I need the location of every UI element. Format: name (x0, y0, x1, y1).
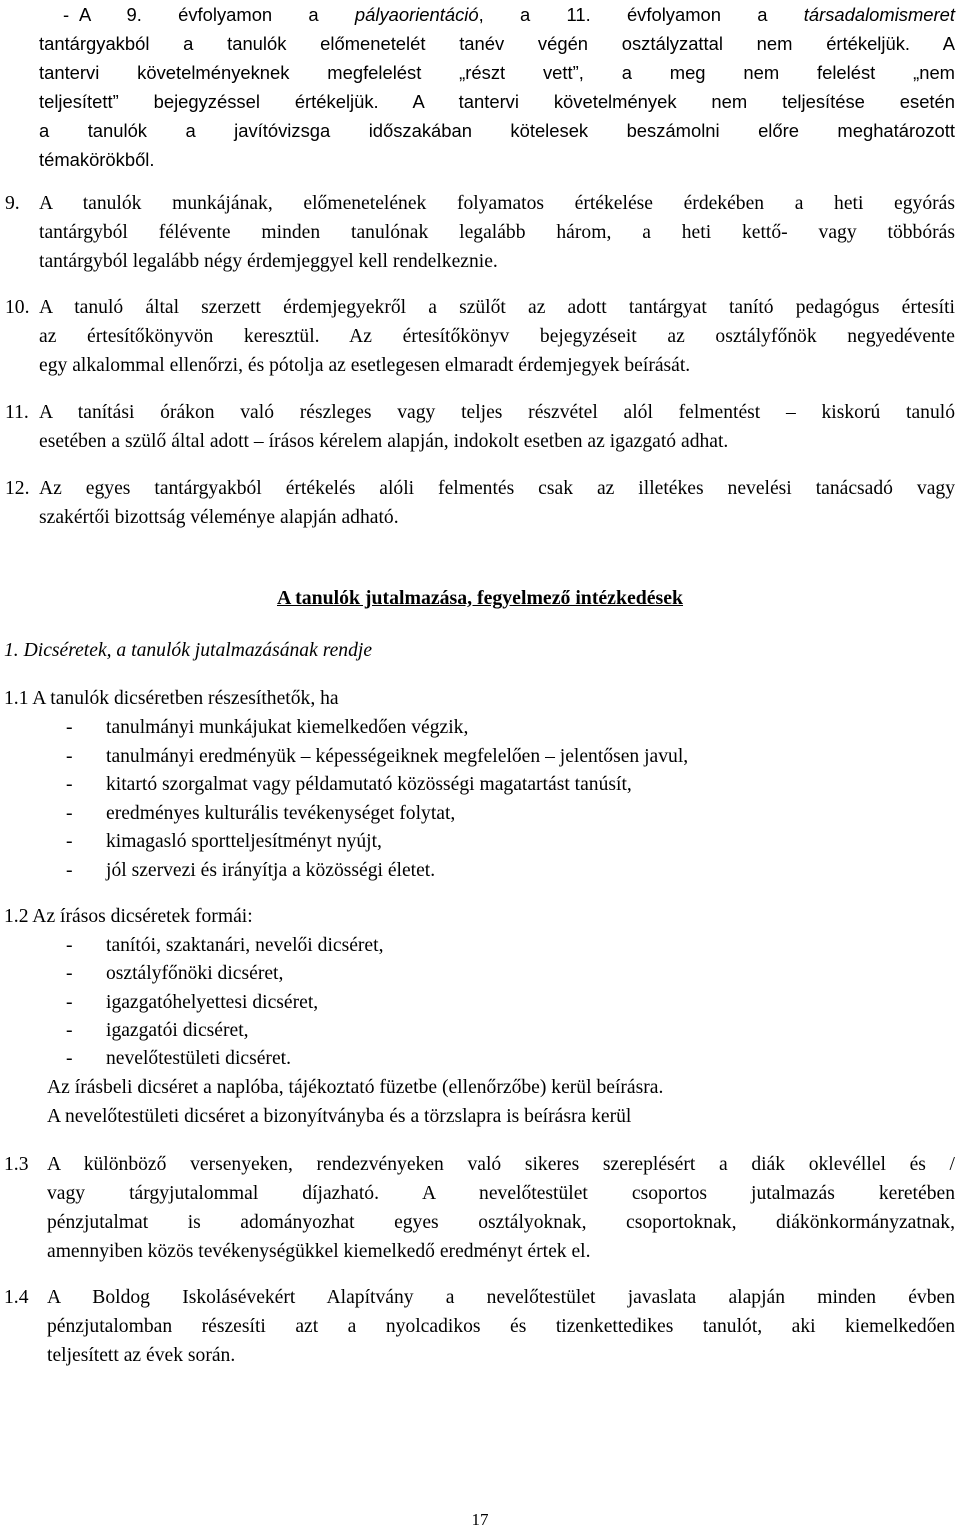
item-9-line-3: tantárgyból legalább négy érdemjeggyel kell rendelkeznie. (39, 251, 498, 272)
item-12 (5, 474, 955, 532)
top-item-line-3: tantervi követelményeknek megfelelést „részt vett”, a meg nem felelést „nem (39, 62, 955, 83)
item-10-line-1: A tanuló által szerzett érdemjegyekről a szülőt az adott tantárgyat tanító pedagógus értesíti (39, 297, 955, 318)
item-10-line-3: egy alkalommal ellenőrzi, és pótolja az esetlegesen elmaradt érdemjegyek beírását. (39, 355, 691, 376)
section-1-4-line-3: teljesített az évek során. (47, 1345, 236, 1366)
item-12-line-1: Az egyes tantárgyakból értékelés alóli felmentés csak az illetékes nevelési tanácsadó vagy (39, 478, 955, 499)
section-1-3-line-1: A különböző versenyeken, rendezvényeken való sikeres szereplésért a diák oklevéllel és / (47, 1154, 955, 1175)
praise-condition-item: - tanulmányi eredményük – képességeiknek megfelelően – jelentősen javul, (66, 746, 689, 767)
section-1-3-line-2: vagy tárgyjutalommal díjazható. A nevelőtestület csoportos jutalmazás keretében (47, 1183, 955, 1204)
section-1-3-line-4: amennyiben közös tevékenységükkel kiemelkedő eredményt értek el. (47, 1241, 591, 1262)
item-9-line-1: A tanulók munkájának, előmenetelének folyamatos értékelése érdekében a heti egyórás (39, 193, 955, 214)
section-1-1-label: 1.1 A tanulók dicséretben részesíthetők, ha (4, 688, 339, 709)
section-1-2-note-1: Az írásbeli dicséret a naplóba, tájékoztató füzetbe (ellenőrzőbe) kerül beírásra. (47, 1077, 664, 1098)
praise-condition-item: - jól szervezi és irányítja a közösségi életet. (66, 860, 436, 881)
item-10-line-2: az értesítőkönyvön keresztül. Az értesítőkönyv bejegyzéseit az osztályfőnök negyedévente (39, 326, 955, 347)
section-1-4 (4, 1283, 955, 1370)
page-number: 17 (471, 1510, 489, 1529)
praise-condition-item: - kimagasló sportteljesítményt nyújt, (66, 831, 382, 852)
item-9 (5, 189, 955, 276)
top-item-line-4: teljesített” bejegyzéssel értékeljük. A tantervi követelmények nem teljesítése esetén (39, 91, 955, 112)
item-11-line-1: A tanítási órákon való részleges vagy teljes részvétel alól felmentést – kiskorú tanuló (39, 402, 955, 423)
section-1-2-note-2: A nevelőtestületi dicséret a bizonyítványba és a törzslapra is beírásra kerül (47, 1106, 632, 1127)
item-9-line-2: tantárgyból félévente minden tanulónak legalább három, a heti kettő- vagy többórás (39, 222, 955, 243)
item-10 (5, 293, 955, 380)
top-item-line-1: A 9. évfolyamon a pályaorientáció, a 11. évfolyamon a társadalomismeret (79, 4, 955, 25)
praise-form-item: - tanítói, szaktanári, nevelői dicséret, (66, 935, 384, 956)
top-list-item (63, 0, 955, 29)
section-heading: A tanulók jutalmazása, fegyelmező intézkedések (276, 587, 684, 609)
praise-condition-item: - tanulmányi munkájukat kiemelkedően végzik, (66, 717, 469, 738)
top-item-line-6: témakörökből. (39, 149, 155, 170)
subsection-title: 1. Dicséretek, a tanulók jutalmazásának rendje (4, 640, 373, 661)
item-11-number: 11. (5, 402, 29, 423)
section-1-4-line-1: A Boldog Iskolásévekért Alapítvány a nevelőtestület javaslata alapján minden évben (47, 1287, 955, 1308)
section-1-4-line-2: pénzjutalomban részesíti azt a nyolcadikos és tizenkettedikes tanulót, aki kiemelkedően (47, 1316, 955, 1337)
item-10-number: 10. (5, 297, 30, 318)
section-1-3-number: 1.3 (4, 1154, 29, 1175)
praise-condition-item: - eredményes kulturális tevékenységet folytat, (66, 803, 456, 824)
praise-form-item: - nevelőtestületi dicséret. (66, 1048, 291, 1069)
top-item-dash: - (63, 4, 70, 25)
item-11 (5, 398, 955, 456)
top-item-line-5: a tanulók a javítóvizsga időszakában kötelesek beszámolni előre meghatározott (39, 120, 955, 141)
section-1-4-number: 1.4 (4, 1287, 29, 1308)
top-item-line-2: tantárgyakból a tanulók előmenetelét tanév végén osztályzattal nem értékeljük. A (39, 33, 955, 54)
praise-form-item: - osztályfőnöki dicséret, (66, 963, 284, 984)
item-9-number: 9. (5, 193, 20, 214)
top-item-body (39, 29, 955, 174)
item-12-number: 12. (5, 478, 30, 499)
section-1-3 (4, 1150, 955, 1266)
section-1-3-line-3: pénzjutalmat is adományozhat egyes osztályoknak, csoportoknak, diákönkormányzatnak, (47, 1212, 955, 1233)
praise-form-item: - igazgatóhelyettesi dicséret, (66, 992, 319, 1013)
item-12-line-2: szakértői bizottság véleménye alapján adható. (39, 507, 399, 528)
praise-form-item: - igazgatói dicséret, (66, 1020, 249, 1041)
section-1-2-label: 1.2 Az írásos dicséretek formái: (4, 906, 253, 927)
praise-condition-item: - kitartó szorgalmat vagy példamutató közösségi magatartást tanúsít, (66, 774, 632, 795)
item-11-line-2: esetében a szülő által adott – írásos kérelem alapján, indokolt esetben az igazgató adhat. (39, 431, 729, 452)
